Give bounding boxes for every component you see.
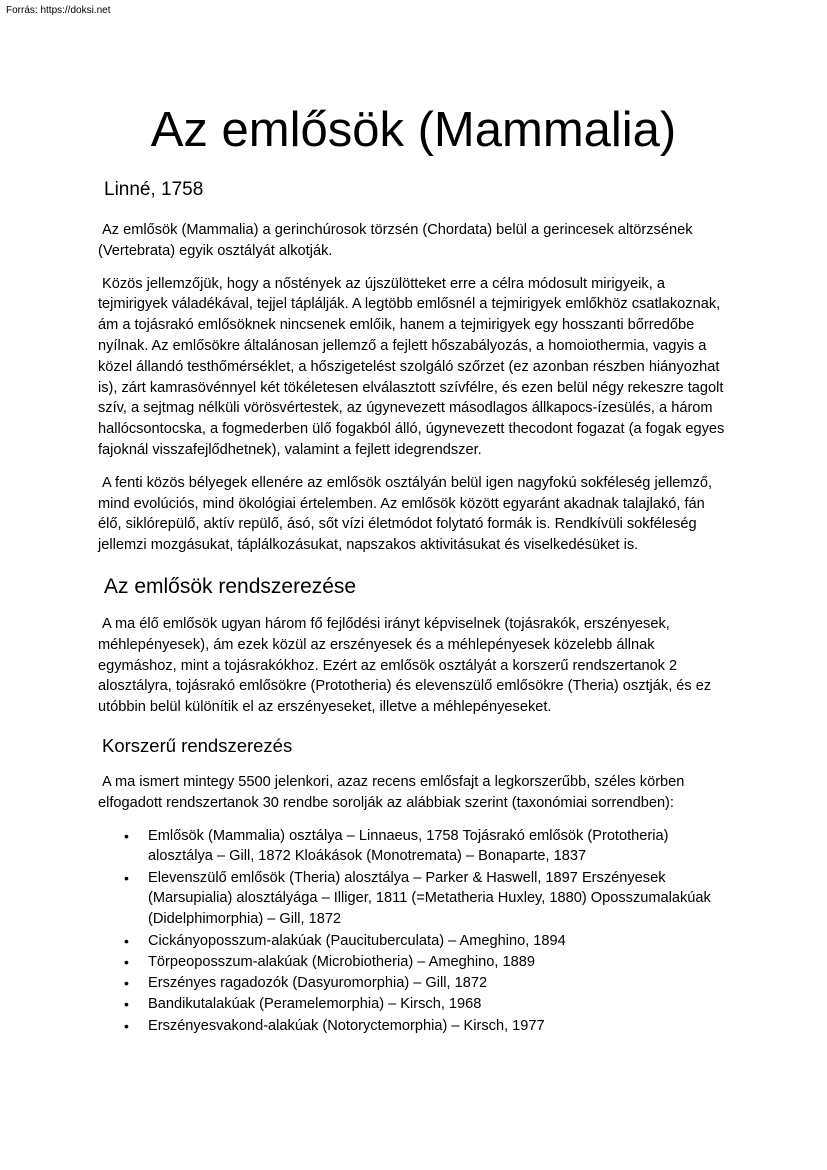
list-item: • Erszényes ragadozók (Dasyuromorphia) – Gill, 1872 xyxy=(148,973,730,994)
list-item: • Emlősök (Mammalia) osztálya – Linnaeus, 1758 Tojásrakó emlősök (Prototheria) alosztálya – Gill, 1872 Kloákások (Monotremata) – Bonaparte, 1837 xyxy=(148,826,730,868)
classification-paragraph: A ma élő emlősök ugyan három fő fejlődési irányt képviselnek (tojásrakók, erszényesek, méhlepényesek), ám ezek közül az erszényesek és a méhlepényesek közelebb állnak egymáshoz, mint a tojásrakókhoz. Ezért az emlősök osztályát a korszerű rendszertanok 2 alosztályra, tojásrakó emlősökre (Prototheria) és elevenszülő emlősökre (Theria) osztják, és ez utóbbin belül különítik el az erszényeseket, illetve a méhlepényeseket. xyxy=(98,615,712,716)
taxonomy-list xyxy=(98,826,730,1037)
list-item: • Törpeoposszum-alakúak (Microbiotheria) – Ameghino, 1889 xyxy=(148,952,730,973)
list-item: • Cickányoposszum-alakúak (Paucituberculata) – Ameghino, 1894 xyxy=(148,931,730,952)
list-item: • Bandikutalakúak (Peramelemorphia) – Kirsch, 1968 xyxy=(148,994,730,1015)
list-item: • Elevenszülő emlősök (Theria) alosztálya – Parker & Haswell, 1897 Erszényesek (Marsupialia) alosztályága – Illiger, 1811 (=Metatheria Huxley, 1880) Oposszumalakúak (Didelphimorphia) – Gill, 1872 xyxy=(148,868,730,930)
page-subtitle: Linné, 1758 xyxy=(104,179,204,200)
intro-paragraph: Az emlősök (Mammalia) a gerinchúrosok törzsén (Chordata) belül a gerincesek altörzsének (Vertebrata) egyik osztályát alkotják. xyxy=(98,222,693,259)
modern-classification-paragraph: A ma ismert mintegy 5500 jelenkori, azaz recens emlősfajt a legkorszerűbb, széles körben elfogadott rendszertanok 30 rendbe sorolják az alábbiak szerint (taxonómiai sorrendben): xyxy=(98,773,685,811)
source-label: Forrás: https://doksi.net xyxy=(6,5,111,16)
characteristics-paragraph: Közös jellemzőjük, hogy a nőstények az újszülötteket erre a célra módosult mirigyeik, a tejmirigyek váladékával, tejjel táplálják. A legtöbb emlősnél a tejmirigyek emlőkhöz csatlakoznak, ám a tojásrakó emlősöknek nincsenek emlőik, hanem a tejmirigyek egy hosszanti bőrredőbe nyílnak. Az emlősökre általánosan jellemző a fejlett hőszabályozás, a homoiothermia, vagyis a közel állandó testhőmérséklet, a hőszigetelést szolgáló szőrzet (ez azonban részben hiányozhat is), zárt kamrasövénnyel két tökéletesen elválasztott szívfélre, és ezen belül négy rekeszre tagolt szív, a sejtmag nélküli vörösvértestek, az úgynevezett másodlagos állkapocs-ízesülés, a három hallócsontocska, a fogmederben ülő fogakból álló, úgynevezett thecodont fogazat (a fogak egyes fajoknál visszafejlődhetnek), valamint a fejlett idegrendszer. xyxy=(98,275,725,458)
section-heading-classification: Az emlősök rendszerezése xyxy=(104,574,357,598)
section-heading-modern-classification: Korszerű rendszerezés xyxy=(102,734,293,756)
page-title: Az emlősök (Mammalia) xyxy=(150,103,677,157)
document-body xyxy=(98,178,730,1037)
list-item: • Erszényesvakond-alakúak (Notoryctemorphia) – Kirsch, 1977 xyxy=(148,1016,730,1037)
diversity-paragraph: A fenti közös bélyegek ellenére az emlősök osztályán belül igen nagyfokú sokféleség jellemző, mind evolúciós, mind ökológiai értelemben. Az emlősök között egyaránt akadnak talajlakó, fán élő, siklórepülő, aktív repülő, ásó, sőt vízi életmódot folytató formák is. Rendkívüli sokféleség jellemzi mozgásukat, táplálkozásukat, napszakos aktivitásukat és viselkedésüket is. xyxy=(98,474,713,554)
